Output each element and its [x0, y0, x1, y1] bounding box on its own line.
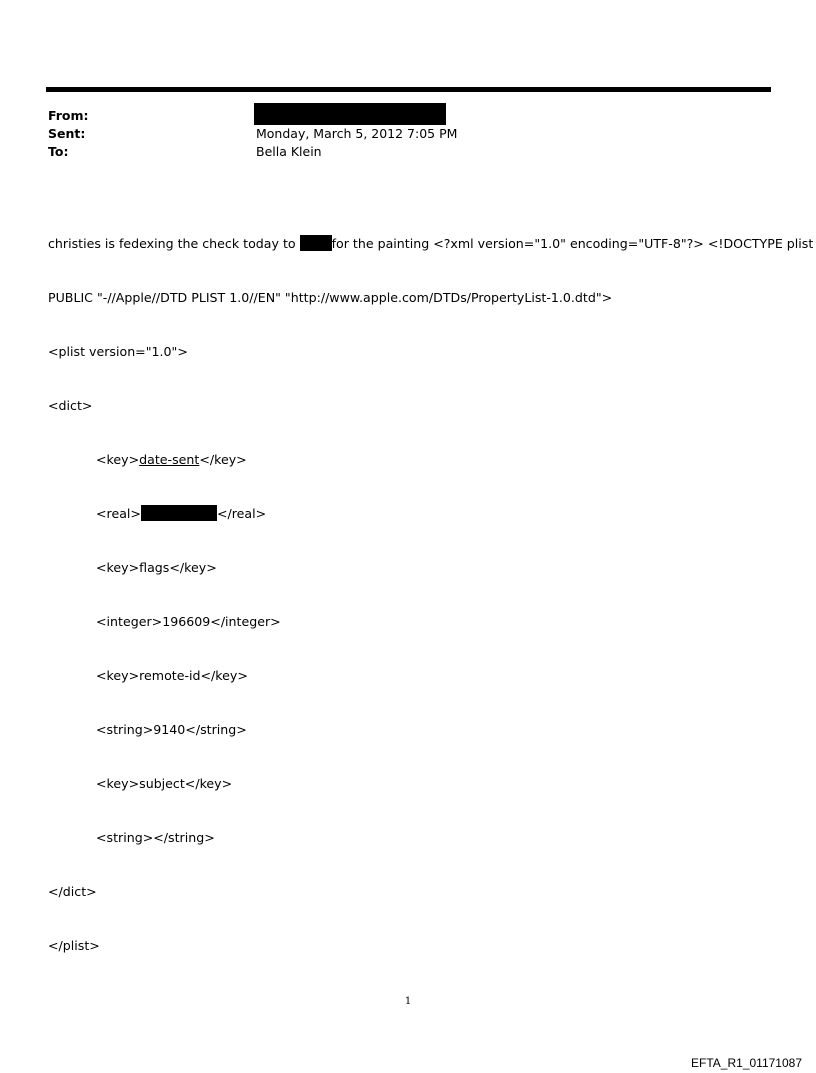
body-line-3: <plist version="1.0">: [48, 344, 188, 359]
body-line-2: PUBLIC "-//Apple//DTD PLIST 1.0//EN" "http://www.apple.com/DTDs/PropertyList-1.0.dtd">: [48, 290, 613, 305]
key-close-tag: </key>: [199, 452, 247, 467]
to-value: Bella Klein: [256, 144, 322, 159]
body-line-9: [48, 667, 778, 685]
remote-id-key: <key>remote-id</key>: [96, 668, 248, 683]
body-line-13: </dict>: [48, 884, 97, 899]
body-line-1: [48, 235, 814, 253]
real-close-tag: </real>: [216, 506, 267, 521]
from-redaction: [254, 103, 446, 125]
body-line-7: [48, 559, 778, 577]
page-number: 1: [404, 996, 412, 1007]
message-body: [48, 199, 814, 973]
date-value-redaction: [141, 505, 217, 521]
flags-key: <key>flags</key>: [96, 560, 217, 575]
subject-value: <string></string>: [96, 830, 215, 845]
to-label: To:: [48, 144, 69, 159]
body-line-14: </plist>: [48, 938, 100, 953]
header-rule: [46, 87, 771, 92]
body-line-4: <dict>: [48, 398, 93, 413]
body-line-11: [48, 775, 778, 793]
remote-id-value: <string>9140</string>: [96, 722, 247, 737]
flags-value: <integer>196609</integer>: [96, 614, 281, 629]
body-line-1-after: for the painting <?xml version="1.0" encoding="UTF-8"?> <!DOCTYPE plist: [331, 236, 814, 251]
subject-key: <key>subject</key>: [96, 776, 233, 791]
from-label: From:: [48, 108, 89, 123]
sent-value: Monday, March 5, 2012 7:05 PM: [256, 126, 458, 141]
recipient-redaction: [300, 235, 332, 251]
body-line-6: [48, 505, 778, 523]
body-line-12: [48, 829, 778, 847]
bates-number: EFTA_R1_01171087: [691, 1056, 802, 1070]
body-line-10: [48, 721, 778, 739]
body-line-1-before: christies is fedexing the check today to: [48, 236, 300, 251]
date-sent-key: date-sent: [139, 452, 200, 467]
key-open-tag: <key>: [96, 452, 140, 467]
real-open-tag: <real>: [96, 506, 141, 521]
sent-label: Sent:: [48, 126, 86, 141]
body-line-8: [48, 613, 778, 631]
body-line-5: [48, 451, 778, 469]
